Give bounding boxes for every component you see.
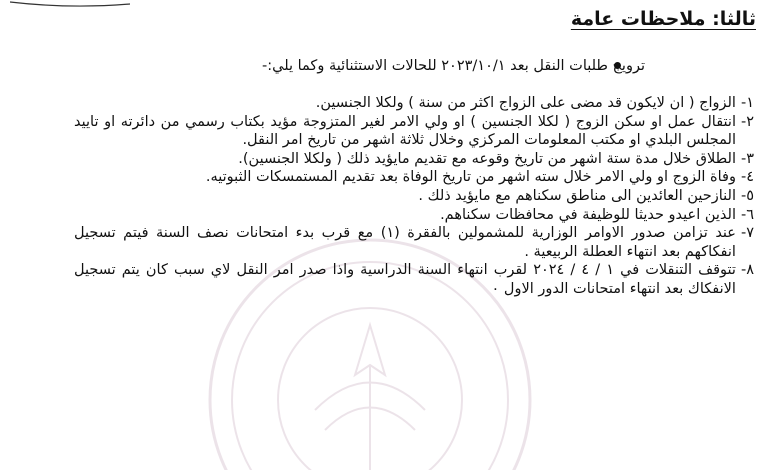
- item-text: الطلاق خلال مدة ستة اشهر من تاريخ وقوعه مع تقديم مايؤيد ذلك ( ولكلا الجنسين).: [238, 150, 736, 167]
- item-text: تتوقف التنقلات في ١ / ٤ / ٢٠٢٤ لقرب انتهاء السنة الدراسية واذا صدر امر النقل لاي سبب كان يتم تسجيل الانفكاك بعد انتهاء امتحانات الدور الاول ٠: [74, 262, 736, 297]
- list-item: [74, 113, 754, 150]
- item-number: ١-: [740, 95, 754, 111]
- list-item: [74, 261, 754, 298]
- section-heading: ثالثا: ملاحظات عامة: [570, 8, 756, 30]
- notes-list: [74, 94, 754, 299]
- stray-line-icon: [10, 0, 130, 12]
- intro-line: ترويج طلبات النقل بعد ٢٠٢٣/١٠/١ للحالات الاستثنائية وكما يلي:-: [261, 58, 645, 74]
- item-text: الزواج ( ان لايكون قد مضى على الزواج اكثر من سنة ) ولكلا الجنسين.: [315, 95, 736, 111]
- list-item: [74, 187, 754, 206]
- list-item: [74, 224, 754, 261]
- item-text: وفاة الزوج او ولي الامر خلال سته اشهر من تاريخ الوفاة بعد تقديم المستمسكات الثبوتيه.: [205, 169, 736, 186]
- item-number: ٤-: [740, 169, 754, 186]
- item-number: ٥-: [740, 187, 754, 204]
- list-item: [74, 206, 754, 225]
- item-number: ٦-: [740, 206, 754, 223]
- item-text: الذين اعيدو حديثا للوظيفة في محافظات سكناهم.: [440, 206, 736, 223]
- item-text: عند تزامن صدور الاوامر الوزارية للمشمولين بالفقرة (١) مع قرب بدء امتحانات نصف السنة فيتم تسجيل انفكاكهم بعد انتهاء العطلة الربيعية .: [74, 225, 736, 260]
- list-item: [74, 150, 754, 169]
- list-item: [74, 168, 754, 187]
- item-number: ٣-: [740, 150, 754, 167]
- item-number: ٧-: [740, 225, 754, 242]
- item-text: انتقال عمل او سكن الزوج ( لكلا الجنسين ) او ولي الامر لغير المتزوجة مؤيد بكتاب رسمي من دائرته او تاييد المجلس البلدي او مكتب المعلومات المركزي وخلال ثلاثة اشهر من تاريخ امر النقل.: [74, 113, 736, 149]
- list-item: [74, 94, 754, 113]
- item-number: ٢-: [740, 113, 754, 130]
- item-number: ٨-: [740, 262, 754, 279]
- item-text: النازحين العائدين الى مناطق سكناهم مع مايؤيد ذلك .: [418, 187, 736, 204]
